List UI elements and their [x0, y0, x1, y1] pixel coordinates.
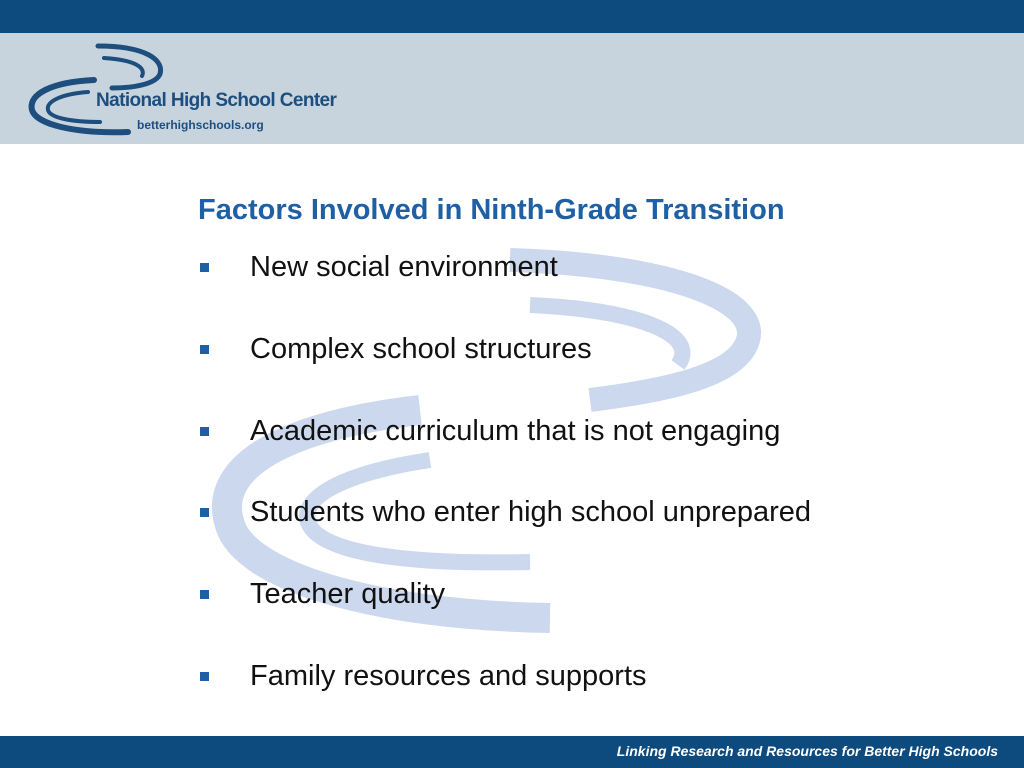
logo-name: National High School Center	[96, 90, 337, 111]
square-bullet-icon	[200, 672, 209, 681]
bullet-text: Family resources and supports	[250, 660, 647, 692]
content	[198, 190, 988, 692]
footer-bar	[0, 736, 1024, 768]
square-bullet-icon	[200, 345, 209, 354]
logo-url: betterhighschools.org	[137, 118, 264, 132]
footer-tagline: Linking Research and Resources for Better High Schools	[616, 743, 998, 759]
bullet-text: Academic curriculum that is not engaging	[250, 415, 781, 447]
top-bar	[0, 0, 1024, 33]
logo	[24, 38, 337, 143]
square-bullet-icon	[200, 590, 209, 599]
slide-title: Factors Involved in Ninth-Grade Transition	[198, 194, 785, 226]
bullet-text: Teacher quality	[250, 578, 446, 610]
square-bullet-icon	[200, 427, 209, 436]
square-bullet-icon	[200, 263, 209, 272]
bullet-text: Complex school structures	[250, 333, 592, 365]
bullet-text: Students who enter high school unprepared	[250, 496, 812, 528]
square-bullet-icon	[200, 508, 209, 517]
bullet-text: New social environment	[250, 251, 558, 283]
